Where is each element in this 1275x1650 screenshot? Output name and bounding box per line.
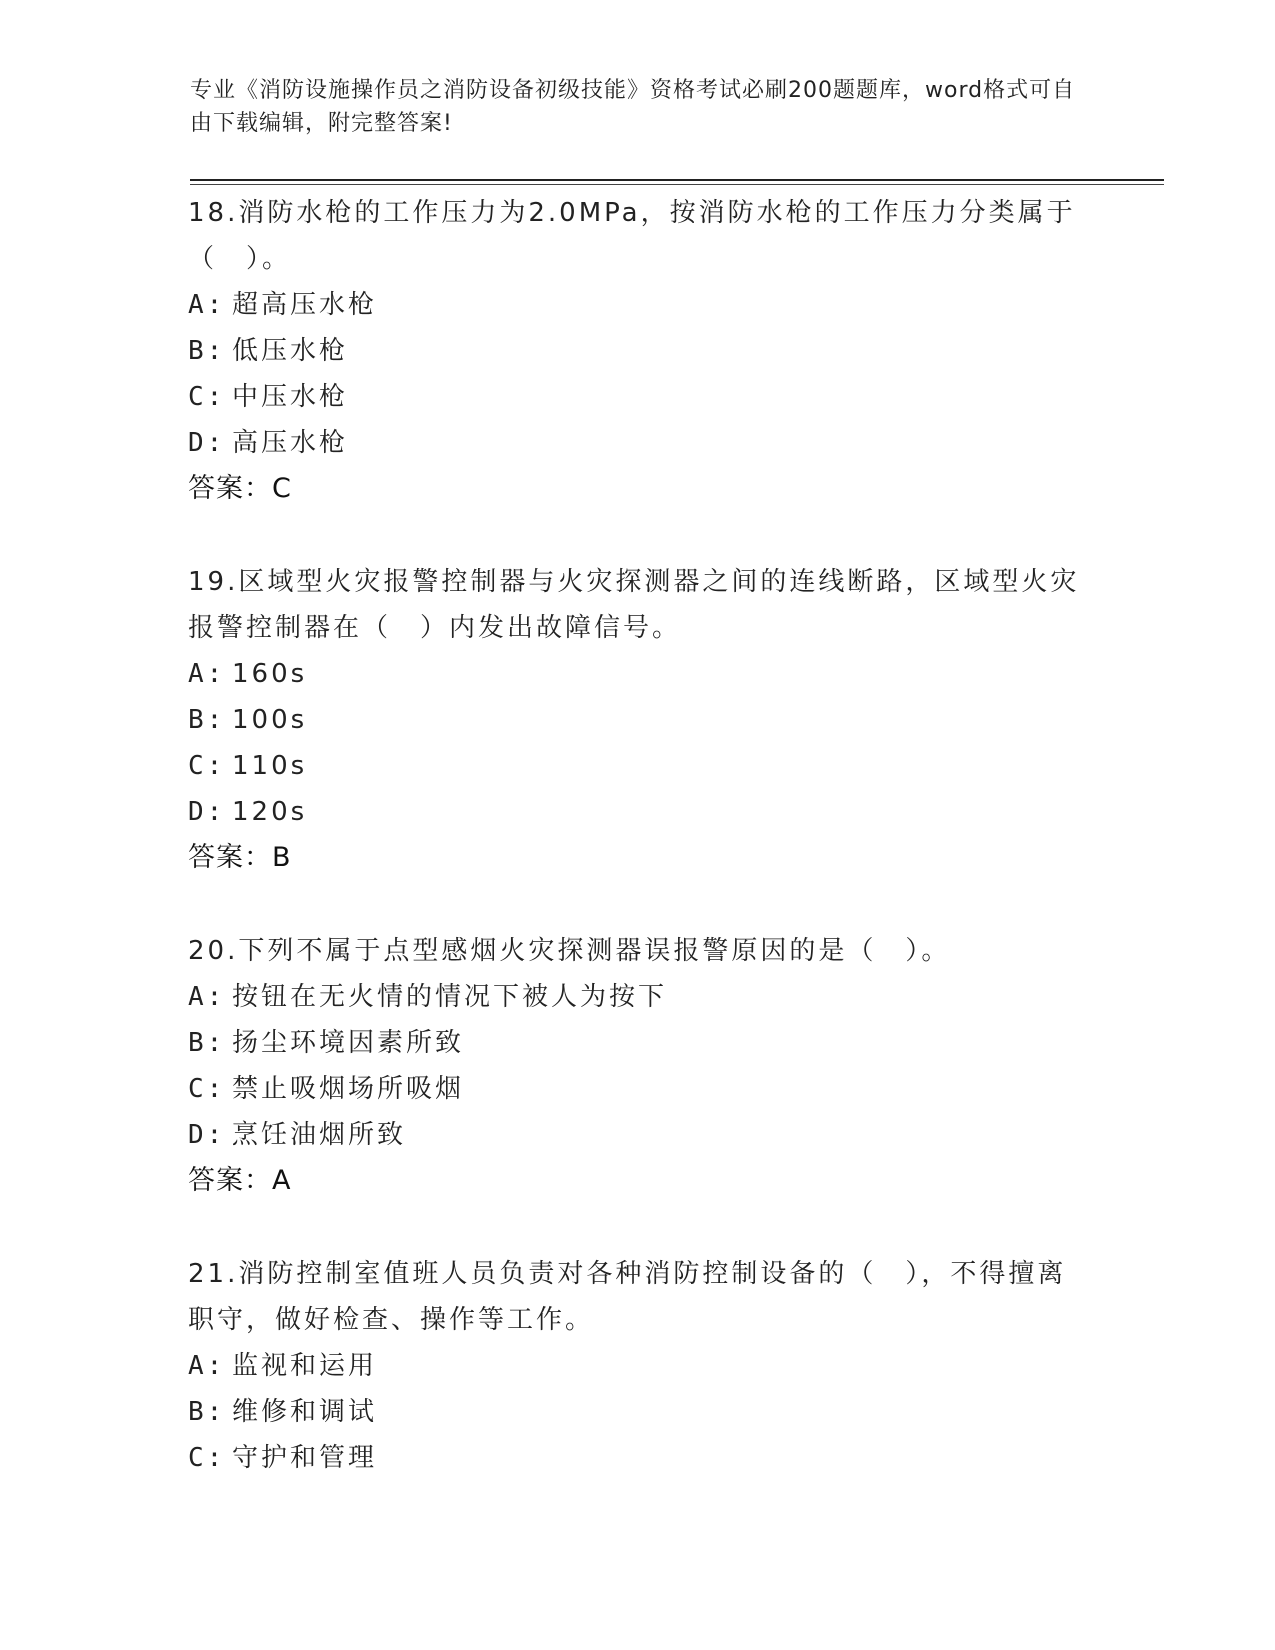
option-c [188, 1066, 1088, 1112]
option-text: 高压水枪 [232, 428, 349, 458]
option-text: 禁止吸烟场所吸烟 [232, 1074, 465, 1104]
question-19 [188, 559, 1088, 881]
option-letter: C: [188, 382, 226, 412]
option-b [188, 1020, 1088, 1066]
header-divider-thin [190, 184, 1164, 185]
option-text: 扬尘环境因素所致 [232, 1028, 465, 1058]
option-letter: A: [188, 290, 226, 320]
option-text: 守护和管理 [232, 1443, 378, 1473]
option-b [188, 697, 1088, 743]
option-a [188, 282, 1088, 328]
option-letter: D: [188, 428, 226, 458]
question-list [188, 190, 1088, 1481]
option-letter: D: [188, 1120, 226, 1150]
option-text: 中压水枪 [232, 382, 349, 412]
option-text: 100s [232, 705, 308, 735]
option-letter: C: [188, 1443, 226, 1473]
document-header: 专业《消防设施操作员之消防设备初级技能》资格考试必刷200题题库，word格式可自由下载编辑，附完整答案! [190, 78, 1076, 136]
option-letter: B: [188, 705, 226, 735]
question-stem: 21.消防控制室值班人员负责对各种消防控制设备的（ ），不得擅离职守，做好检查、操作等工作。 [188, 1259, 1067, 1335]
option-c [188, 374, 1088, 420]
header-divider-thick [190, 179, 1164, 181]
option-letter: D: [188, 797, 226, 827]
option-d [188, 1112, 1088, 1158]
answer-line: 答案：B [188, 842, 292, 873]
option-c [188, 1435, 1088, 1481]
option-letter: A: [188, 1351, 226, 1381]
option-a [188, 974, 1088, 1020]
option-d [188, 789, 1088, 835]
answer-line: 答案：A [188, 1165, 292, 1196]
option-letter: B: [188, 1397, 226, 1427]
option-a [188, 651, 1088, 697]
question-21 [188, 1251, 1088, 1481]
option-text: 超高压水枪 [232, 290, 378, 320]
option-letter: A: [188, 982, 226, 1012]
question-20 [188, 928, 1088, 1204]
option-d [188, 420, 1088, 466]
option-text: 低压水枪 [232, 336, 349, 366]
option-letter: B: [188, 1028, 226, 1058]
question-stem: 19.区域型火灾报警控制器与火灾探测器之间的连线断路，区域型火灾报警控制器在（ ）内发出故障信号。 [188, 567, 1080, 643]
option-a [188, 1343, 1088, 1389]
option-c [188, 743, 1088, 789]
option-text: 120s [232, 797, 308, 827]
answer-line: 答案：C [188, 473, 292, 504]
option-letter: B: [188, 336, 226, 366]
option-letter: A: [188, 659, 226, 689]
option-text: 按钮在无火情的情况下被人为按下 [232, 982, 668, 1012]
option-b [188, 1389, 1088, 1435]
option-text: 烹饪油烟所致 [232, 1120, 407, 1150]
question-stem: 18.消防水枪的工作压力为2.0MPa，按消防水枪的工作压力分类属于（ ）。 [188, 198, 1076, 274]
option-letter: C: [188, 1074, 226, 1104]
question-stem: 20.下列不属于点型感烟火灾探测器误报警原因的是（ ）。 [188, 936, 951, 966]
option-b [188, 328, 1088, 374]
option-text: 160s [232, 659, 308, 689]
question-18 [188, 190, 1088, 512]
option-letter: C: [188, 751, 226, 781]
option-text: 监视和运用 [232, 1351, 378, 1381]
option-text: 110s [232, 751, 308, 781]
option-text: 维修和调试 [232, 1397, 378, 1427]
